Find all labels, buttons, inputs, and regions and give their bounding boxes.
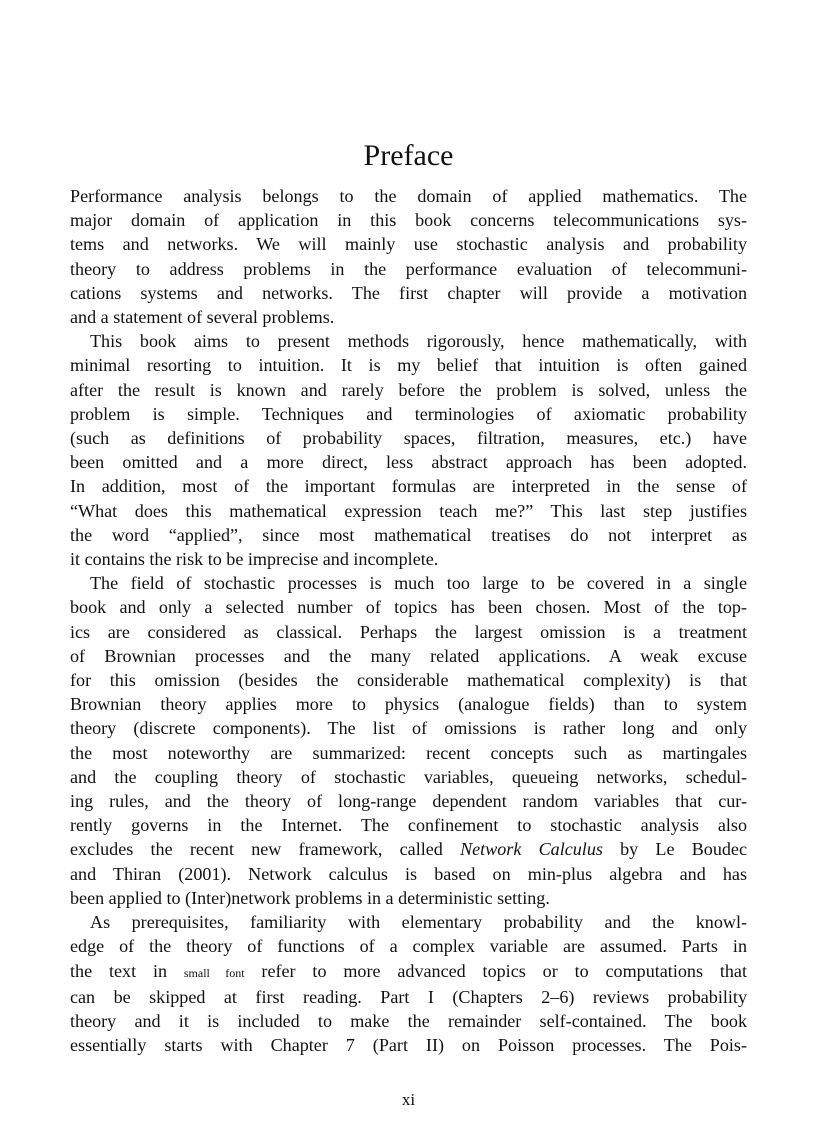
text-line: problem is simple. Techniques and terminologies of axiomatic probability (70, 403, 747, 424)
text-line: The field of stochastic processes is much too large to be covered in a single (90, 573, 747, 594)
text-line: and the coupling theory of stochastic variables, queueing networks, schedul- (70, 766, 747, 787)
text-line: (such as definitions of probability spaces, filtration, measures, etc.) have (70, 428, 747, 449)
text-line: cations systems and networks. The first chapter will provide a motivation (70, 282, 747, 303)
text-line: As prerequisites, familiarity with elementary probability and the knowl- (90, 912, 747, 933)
text-line: edge of the theory of functions of a complex variable are assumed. Parts in (70, 936, 747, 957)
text-fragment: the text in (70, 960, 184, 981)
text-line: ing rules, and the theory of long-range dependent random variables that cur- (70, 791, 747, 812)
preface-body (70, 184, 747, 1057)
text-fragment: excludes the recent new framework, called (70, 839, 461, 860)
document-page (70, 0, 747, 1123)
text-line: In addition, most of the important formulas are interpreted in the sense of (70, 476, 747, 497)
text-line: minimal resorting to intuition. It is my belief that intuition is often gained (70, 355, 747, 376)
text-line: of Brownian processes and the many related applications. A weak excuse (70, 645, 747, 666)
text-line: Brownian theory applies more to physics (analogue fields) than to system (70, 694, 747, 715)
text-line: “What does this mathematical expression teach me?” This last step justifies (70, 500, 747, 521)
page-number: xi (401, 1090, 416, 1109)
text-line: theory and it is included to make the remainder self-contained. The book (70, 1010, 747, 1031)
text-fragment: refer to more advanced topics or to computations that (244, 960, 747, 981)
text-line: theory to address problems in the performance evaluation of telecommuni- (70, 258, 747, 279)
text-line: and a statement of several problems. (70, 307, 335, 328)
text-line-with-small-font (70, 959, 747, 985)
text-line: major domain of application in this book concerns telecommunications sys- (70, 210, 747, 231)
text-line: for this omission (besides the considerable mathematical complexity) is that (70, 670, 747, 691)
text-line-with-italic (70, 837, 747, 861)
text-fragment: by Le Boudec (602, 839, 747, 860)
text-line: it contains the risk to be imprecise and incomplete. (70, 549, 439, 570)
text-line: the word “applied”, since most mathematical treatises do not interpret as (70, 524, 747, 545)
text-line: book and only a selected number of topics has been chosen. Most of the top- (70, 597, 747, 618)
text-line: been omitted and a more direct, less abstract approach has been adopted. (70, 452, 747, 473)
small-font-sample: small font (183, 965, 245, 980)
text-line: rently governs in the Internet. The confinement to stochastic analysis also (70, 815, 747, 836)
text-line: the most noteworthy are summarized: recent concepts such as martingales (70, 742, 747, 763)
paragraph-4 (70, 910, 747, 1057)
page-title: Preface (363, 139, 454, 172)
text-line: been applied to (Inter)network problems in a deterministic setting. (70, 887, 550, 908)
paragraph-3 (70, 571, 747, 910)
paragraph-1 (70, 184, 747, 329)
text-line: can be skipped at first reading. Part I (Chapters 2–6) reviews probability (70, 986, 747, 1007)
italic-term: Network Calculus (460, 839, 603, 860)
text-line: after the result is known and rarely before the problem is solved, unless the (70, 379, 747, 400)
text-line: essentially starts with Chapter 7 (Part II) on Poisson processes. The Pois- (70, 1035, 747, 1056)
paragraph-2 (70, 329, 747, 571)
text-line: This book aims to present methods rigorously, hence mathematically, with (90, 331, 747, 352)
text-line: theory (discrete components). The list of omissions is rather long and only (70, 718, 747, 739)
text-line: and Thiran (2001). Network calculus is based on min-plus algebra and has (70, 863, 747, 884)
text-line: Performance analysis belongs to the domain of applied mathematics. The (70, 186, 747, 206)
text-line: tems and networks. We will mainly use stochastic analysis and probability (70, 234, 747, 255)
text-line: ics are considered as classical. Perhaps the largest omission is a treatment (70, 621, 747, 642)
